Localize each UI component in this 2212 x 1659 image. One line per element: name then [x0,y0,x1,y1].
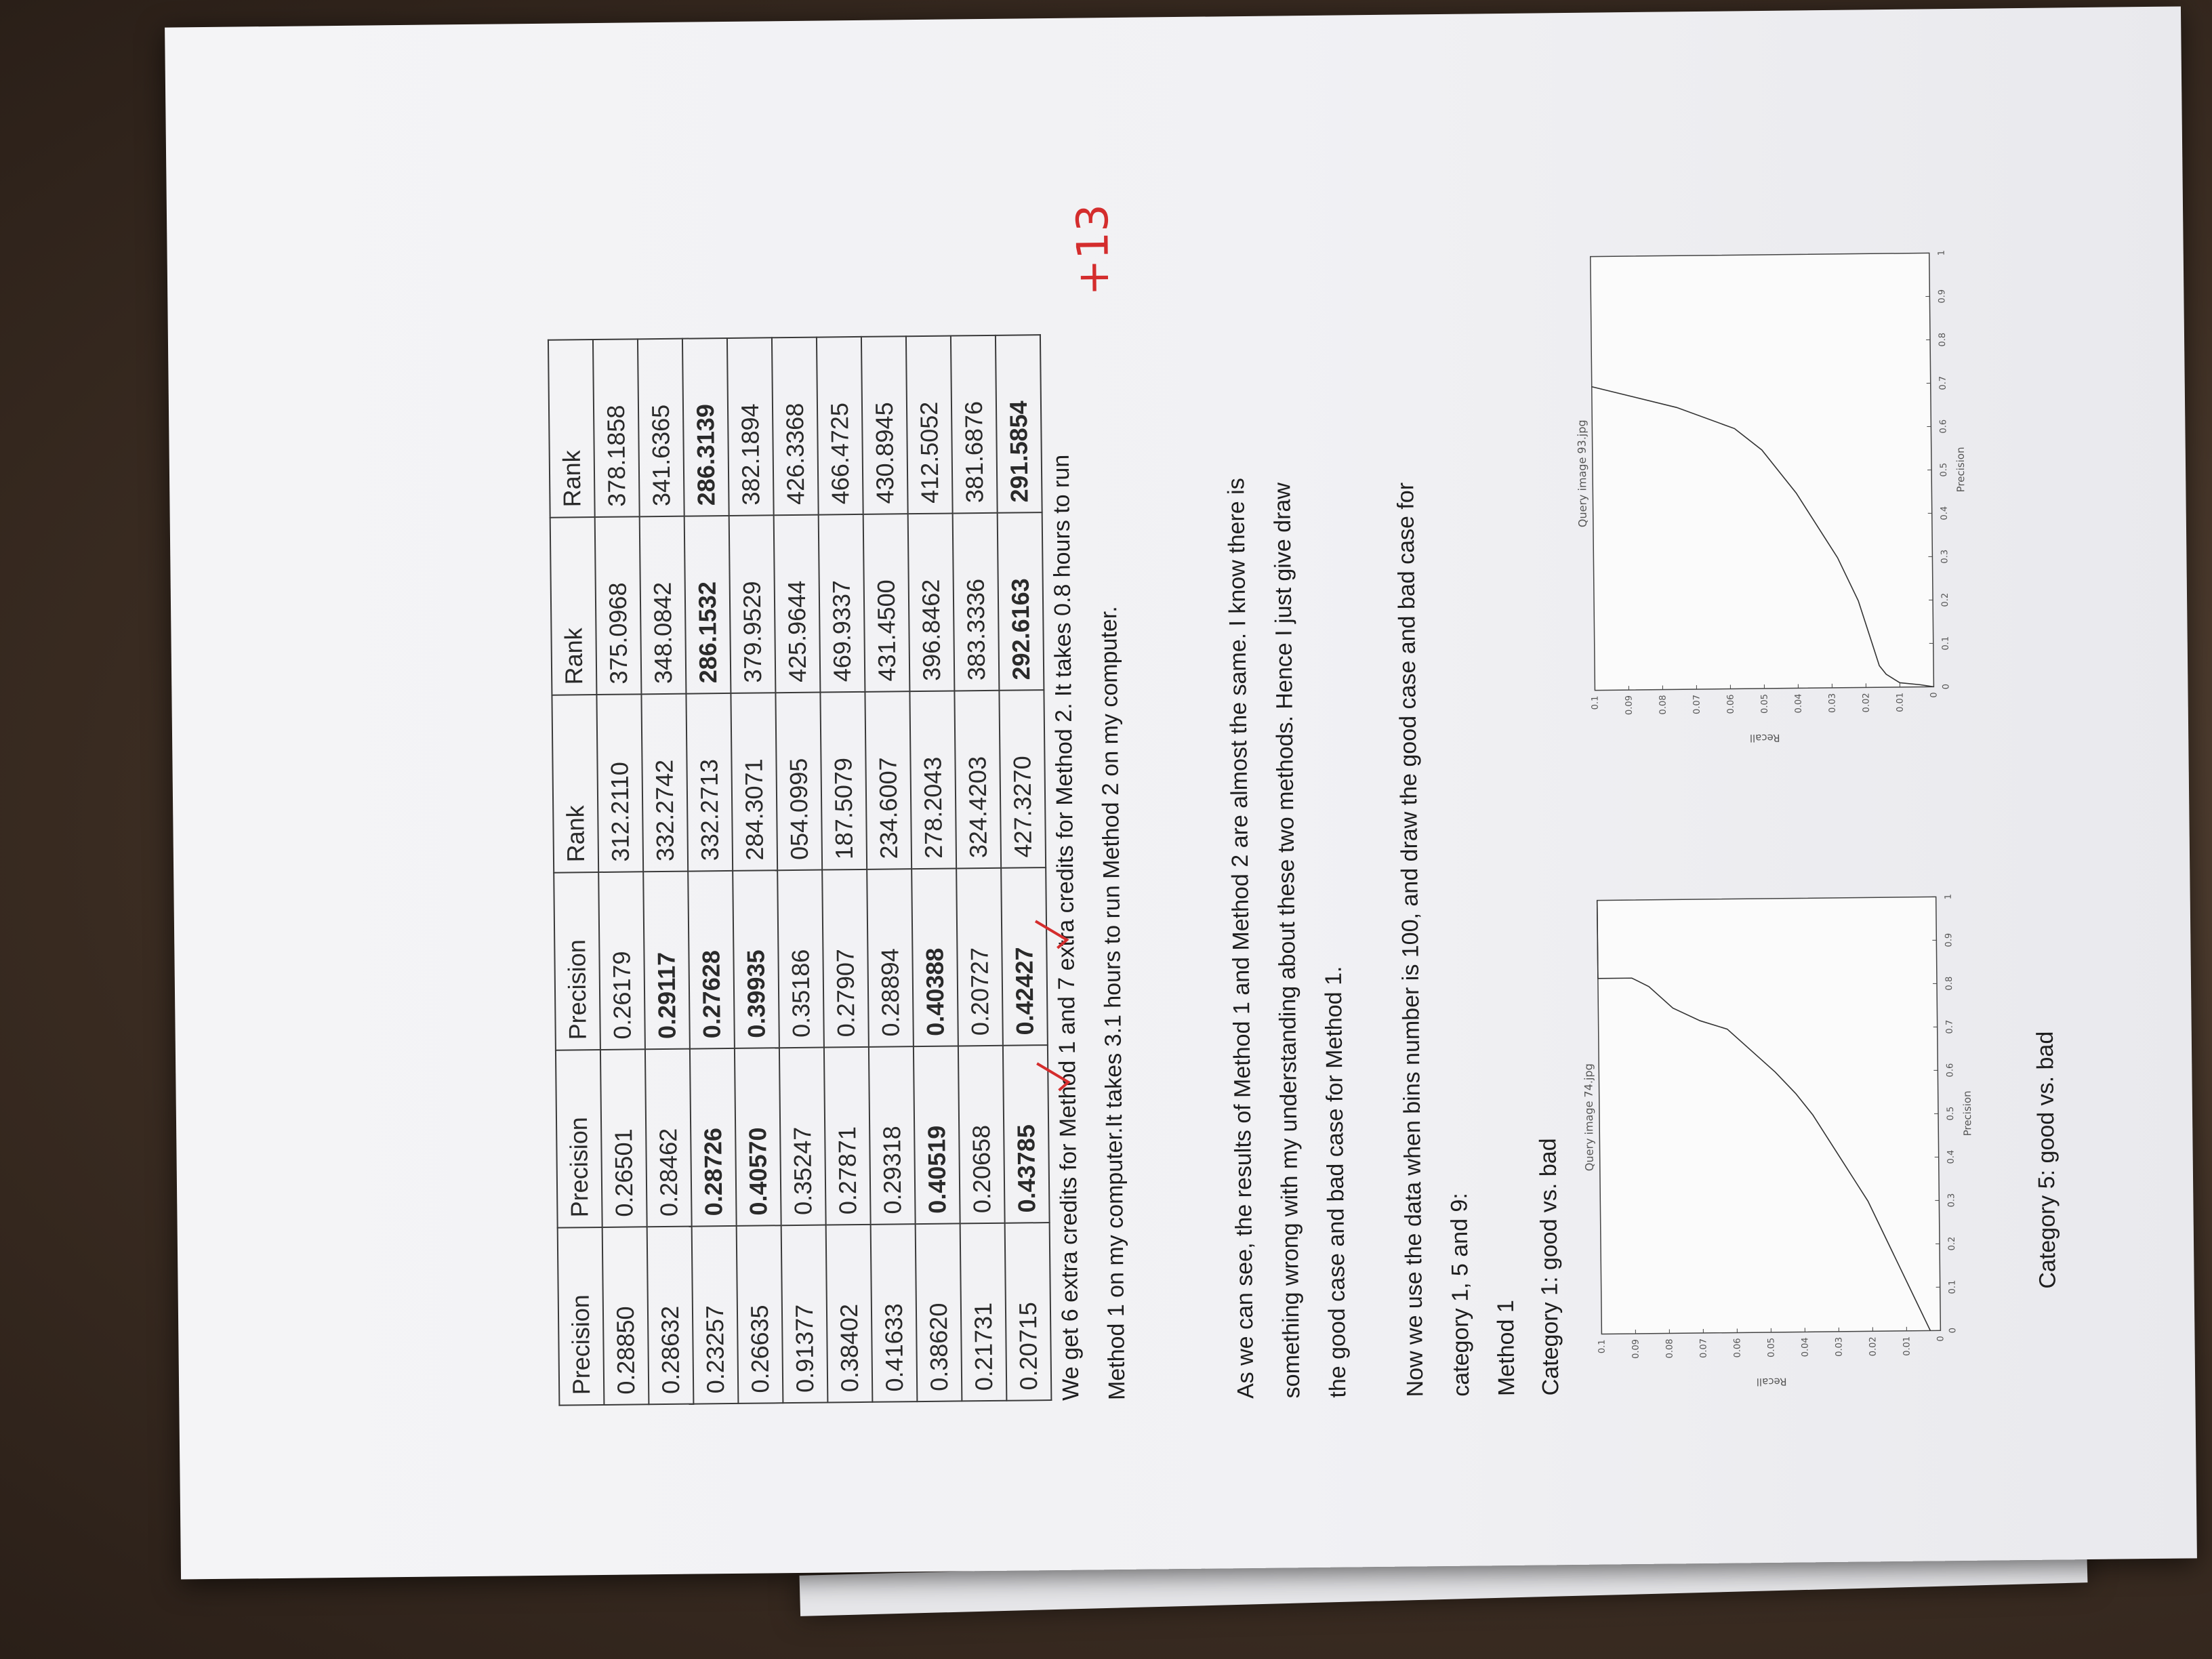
y-tick-label: 0.04 [1793,693,1804,714]
table-cell: 378.1858 [593,339,640,517]
x-axis-label: Precision [1954,447,1967,493]
x-tick-label: 1 [1936,249,1947,256]
y-tick-label: 0.06 [1725,694,1736,714]
plot-frame [1591,253,1934,690]
y-tick-label: 0.07 [1698,1338,1709,1358]
x-tick-label: 0.8 [1937,332,1948,347]
table-cell: 0.20715 [1005,1223,1052,1401]
table-cell: 469.9337 [819,514,865,693]
x-tick-label: 0.5 [1938,462,1950,477]
table-cell: 332.2742 [641,694,688,872]
method-heading: Method 1 [1492,1300,1520,1397]
y-tick-label: 0.02 [1868,1336,1879,1357]
table-cell: 341.6365 [638,339,684,517]
y-tick-label: 0.05 [1759,693,1770,714]
x-tick-label: 0.3 [1946,1193,1957,1208]
table-cell: 0.27628 [688,871,735,1049]
table-cell: 054.0995 [775,693,822,871]
column-header: Precision [554,872,600,1050]
bins-paragraph [1380,190,1485,1397]
x-tick-label: 0.2 [1946,1236,1958,1251]
y-tick-label: 0.01 [1895,692,1906,712]
table-cell: 0.29318 [869,1046,916,1225]
table-cell: 0.28850 [602,1227,649,1405]
bins-line-2: category 1, 5 and 9: [1446,1192,1475,1397]
table-cell: 381.6876 [951,335,998,514]
y-axis-label: Recall [1756,1375,1787,1389]
x-tick-label: 0 [1948,1327,1959,1334]
y-tick-label: 0.05 [1766,1337,1777,1357]
y-tick-label: 0.04 [1800,1337,1811,1357]
table-cell: 0.26635 [737,1225,783,1404]
pr-curve-plot-2 [1563,218,1995,752]
x-tick-label: 0.6 [1938,419,1949,434]
table-cell: 348.0842 [640,516,687,695]
table-cell: 0.28894 [867,869,914,1047]
table-cell: 0.35186 [777,870,824,1048]
y-tick-label: 0.03 [1834,1336,1845,1357]
x-tick-label: 0.1 [1940,636,1951,651]
x-tick-label: 0.2 [1940,592,1951,607]
table-cell: 382.1894 [727,337,774,516]
table-cell: 187.5079 [820,692,867,870]
plot-frame [1597,897,1941,1334]
x-tick-label: 0.4 [1939,506,1950,520]
table-cell: 466.4725 [817,337,863,515]
x-tick-label: 0 [1941,683,1952,690]
table-cell: 0.39935 [733,870,779,1048]
table-cell: 234.6007 [865,691,912,869]
table-cell: 284.3071 [731,693,777,871]
grade-mark: +13 [1067,203,1120,296]
table-cell: 0.26179 [598,872,645,1050]
table-cell: 332.2713 [686,693,733,872]
table-cell: 0.41633 [871,1224,918,1402]
credits-line-2: Method 1 on my computer.It takes 3.1 hours to run Method 2 on my computer. [1096,606,1130,1401]
table-cell: 430.8945 [861,336,908,514]
x-tick-label: 1 [1943,893,1954,900]
table-cell: 0.35247 [779,1048,826,1226]
column-header: Rank [548,340,595,518]
table-cell: 431.4500 [863,514,910,692]
table-cell: 412.5052 [906,336,953,514]
y-tick-label: 0.07 [1692,694,1702,715]
table-cell: 0.23257 [692,1226,739,1404]
category1-heading: Category 1: good vs. bad [1535,1138,1564,1396]
column-header: Rank [552,695,598,873]
y-tick-label: 0 [1936,1336,1946,1342]
x-tick-label: 0.9 [1937,289,1948,304]
table-cell: 0.21731 [960,1223,1007,1401]
plot-title: Query image 74.jpg [1582,1063,1596,1172]
discussion-line-1: As we can see, the results of Method 1 and Method 2 are almost the same. I know there is [1223,478,1259,1399]
x-tick-label: 0.3 [1940,549,1950,564]
results-table [548,334,1052,1406]
check-marks [1030,811,1073,1097]
table-cell: 0.26501 [600,1049,647,1227]
table-cell: 292.6163 [998,512,1044,691]
credits-line-1: We get 6 extra credits for Method 1 and 7 extra credits for Method 2. It takes 0.8 hours to run [1048,454,1084,1401]
table-cell: 0.43785 [1003,1045,1050,1223]
x-tick-label: 0.7 [1944,1019,1955,1034]
check-mark-2 [1036,921,1067,948]
y-tick-label: 0.09 [1631,1338,1641,1359]
check-mark-1 [1037,1063,1068,1090]
table-cell: 312.2110 [596,694,643,872]
table-cell: 426.3368 [772,337,819,516]
y-tick-label: 0.03 [1827,693,1838,713]
table-cell: 0.38402 [826,1225,873,1403]
table-cell: 0.29117 [643,872,690,1050]
y-tick-label: 0.01 [1902,1336,1912,1356]
plot-title: Query image 93.jpg [1575,419,1589,528]
y-tick-label: 0.09 [1624,695,1635,716]
table-cell: 278.2043 [909,691,956,869]
y-tick-label: 0.1 [1597,1339,1607,1354]
y-tick-label: 0 [1929,692,1940,698]
table-cell: 396.8462 [908,514,955,692]
x-tick-label: 0.9 [1944,933,1954,947]
table-cell: 286.1532 [684,516,731,694]
table-cell: 379.9529 [729,515,776,693]
x-tick-label: 0.4 [1946,1149,1957,1164]
y-tick-label: 0.08 [1664,1338,1675,1359]
y-tick-label: 0.02 [1861,693,1872,713]
table-cell: 427.3270 [999,690,1046,868]
y-tick-label: 0.06 [1732,1338,1743,1358]
table-cell: 286.3139 [682,338,729,516]
table-cell: 425.9644 [774,515,821,693]
rotated-page [165,6,2197,1579]
paper-sheet [165,6,2197,1579]
table-cell: 0.27871 [824,1047,871,1225]
x-tick-label: 0.5 [1945,1106,1957,1121]
x-axis-label: Precision [1961,1090,1974,1136]
y-tick-label: 0.08 [1658,695,1668,715]
x-tick-label: 0.7 [1938,375,1948,390]
x-tick-label: 0.6 [1945,1063,1956,1078]
x-tick-label: 0.1 [1947,1279,1958,1294]
table-cell: 0.20658 [958,1046,1005,1224]
table-cell: 0.27907 [822,869,869,1048]
table-cell: 0.40388 [912,868,958,1046]
discussion-line-3: the good case and bad case for Method 1. [1320,966,1351,1398]
credits-paragraph [1036,194,1141,1401]
column-header: Precision [556,1050,602,1228]
table-cell: 0.20727 [956,868,1003,1046]
table-cell: 0.40570 [735,1048,781,1226]
y-axis-label: Recall [1749,731,1780,745]
bins-line-1: Now we use the data when bins number is 100, and draw the good case and bad case for [1393,482,1429,1397]
table-cell: 0.28726 [690,1048,737,1227]
table-cell: 0.42427 [1001,867,1048,1046]
x-tick-label: 0.8 [1944,976,1955,991]
column-header: Precision [558,1227,605,1406]
table-cell: 324.4203 [954,691,1001,869]
y-tick-label: 0.1 [1590,695,1601,710]
table-cell: 0.91377 [781,1225,828,1404]
table-cell: 375.0968 [595,516,642,695]
discussion-paragraph [1210,191,1361,1399]
table-cell: 291.5854 [996,335,1042,513]
category5-heading: Category 5: good vs. bad [2032,1031,2061,1289]
column-header: Rank [550,517,597,695]
table-cell: 0.28632 [647,1227,694,1405]
table-cell: 0.28462 [645,1049,692,1227]
table-cell: 0.40519 [914,1046,960,1224]
discussion-line-2: something wrong with my understanding about these two methods. Hence I just give draw [1269,482,1305,1399]
table-cell: 383.3336 [953,513,1000,691]
pr-curve-plot-1 [1570,862,2002,1395]
table-cell: 0.38620 [916,1223,962,1401]
